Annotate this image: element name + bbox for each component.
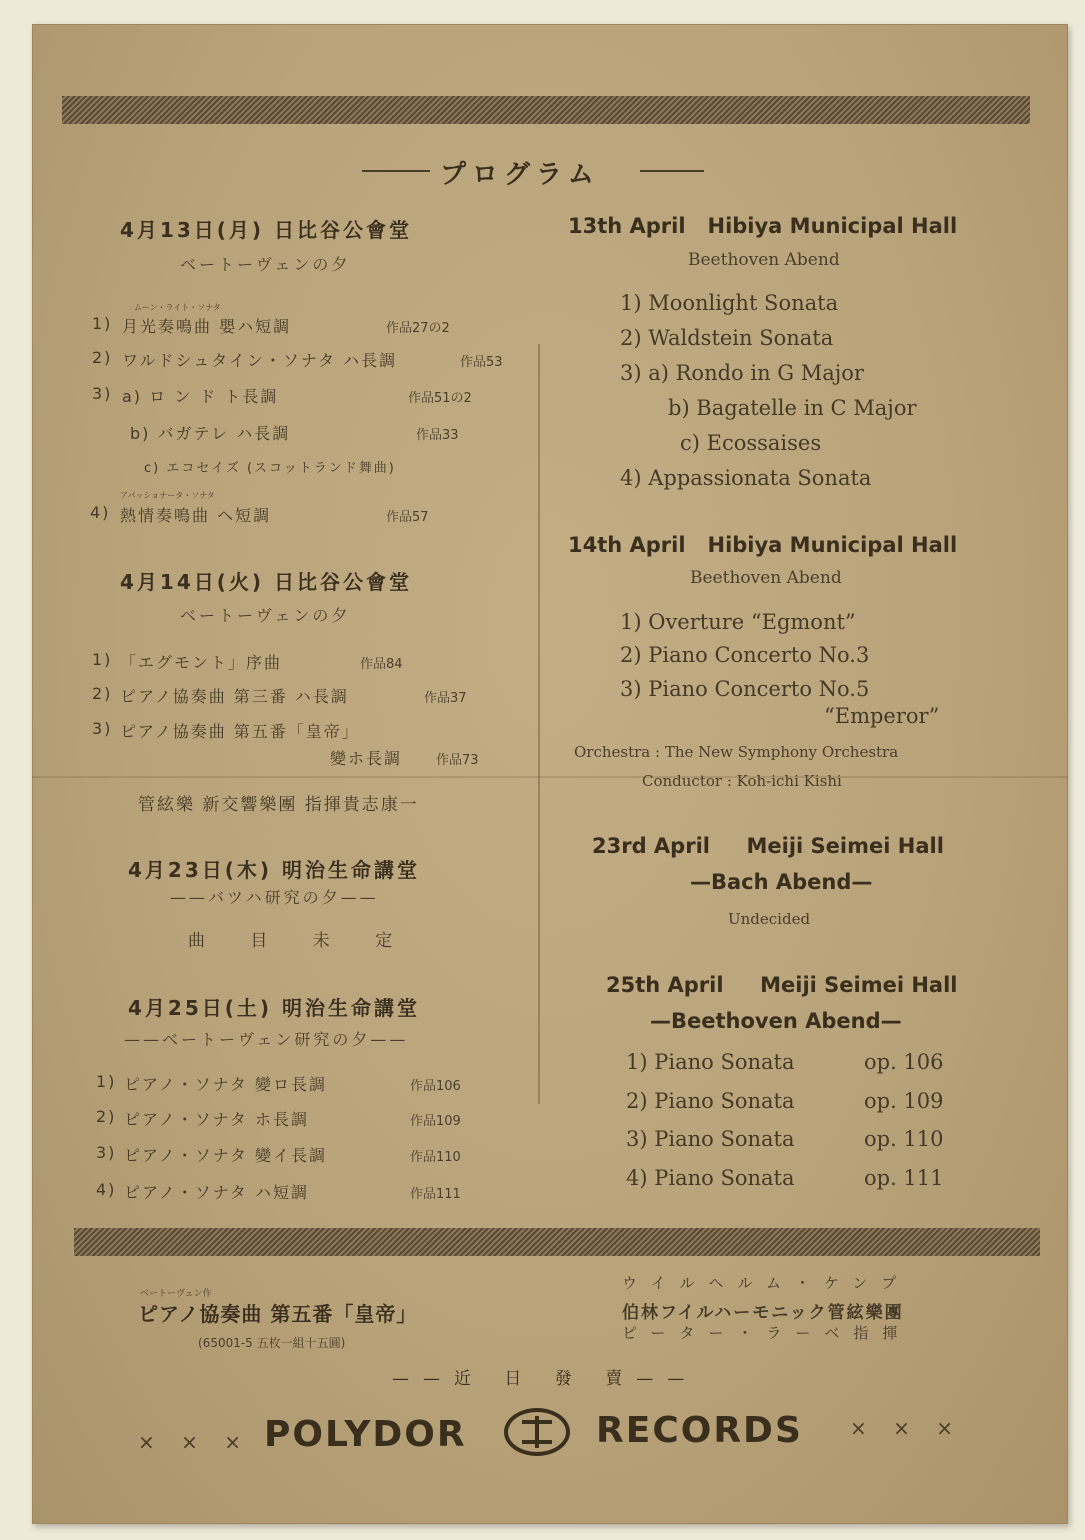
left-c1-item2-num: 2) <box>92 348 113 367</box>
brand-polydor: POLYDOR <box>264 1414 467 1455</box>
right-concert3-subtitle: —Bach Abend— <box>690 870 873 894</box>
left-c4-item2: ピアノ・ソナタ ホ長調 <box>124 1110 310 1129</box>
left-c4-item4-op: 作品111 <box>410 1187 461 1202</box>
left-c4-item4: ピアノ・ソナタ ハ短調 <box>124 1183 310 1202</box>
left-c4-item1-num: 1) <box>96 1072 117 1091</box>
right-c2-item2: 2) Piano Concerto No.3 <box>620 643 870 667</box>
top-hatched-bar <box>62 96 1030 124</box>
left-c4-item3-num: 3) <box>96 1143 117 1162</box>
left-c2-item4-op: 作品73 <box>436 753 479 768</box>
left-c1-item2: ワルドシュタイン・ソナタ ハ長調 <box>122 351 398 370</box>
program-title: プログラム <box>440 160 600 190</box>
right-concert2-heading: 14th April Hibiya Municipal Hall <box>568 533 958 557</box>
left-c1-item5: c) エコセイズ (スコットランド舞曲) <box>144 461 396 476</box>
right-c1-item3: 3) a) Rondo in G Major <box>620 361 864 385</box>
right-c2-item1: 1) Overture “Egmont” <box>620 610 856 634</box>
left-concert1-subtitle: ベートーヴェンの夕 <box>180 255 351 274</box>
left-c1-item3: a) ロ ン ド ト長調 <box>122 387 279 406</box>
brand-records: RECORDS <box>596 1410 803 1451</box>
footer-catalog: (65001-5 五枚一組十五圓) <box>198 1336 346 1350</box>
right-c4-item2-op: op. 109 <box>864 1089 944 1113</box>
left-c2-item3-num: 3) <box>92 719 113 738</box>
right-c4-item1: 1) Piano Sonata <box>626 1050 795 1074</box>
right-c4-item3: 3) Piano Sonata <box>626 1127 795 1151</box>
left-c1-item1-num: 1) <box>92 314 113 333</box>
column-divider <box>538 344 540 1104</box>
left-c2-orchestra-note: 管絃樂 新交響樂團 指揮貴志康一 <box>138 795 419 815</box>
footer-performer2: 伯林フイルハーモニック管絃樂團 <box>622 1303 904 1323</box>
ruby-text: アパッショナータ・ソナタ <box>120 491 215 500</box>
footer-release: ——近 日 發 賣—— <box>392 1369 699 1389</box>
footer-work-title: ピアノ協奏曲 第五番「皇帝」 <box>138 1302 418 1326</box>
left-c4-item3: ピアノ・ソナタ 變イ長調 <box>124 1146 328 1165</box>
left-c4-item2-num: 2) <box>96 1107 117 1126</box>
footer-ruby: ベートーヴェン作 <box>140 1289 212 1299</box>
left-c2-item3: ピアノ協奏曲 第五番「皇帝」 <box>120 722 360 741</box>
fold-line-horizontal <box>32 776 1068 778</box>
ruby-text: ムーン・ライト・ソナタ <box>134 303 221 312</box>
decorative-x-marks-right: × × × <box>850 1416 963 1440</box>
right-c1-item1: 1) Moonlight Sonata <box>620 291 839 315</box>
right-concert1-heading: 13th April Hibiya Municipal Hall <box>568 214 958 238</box>
left-concert3-heading: 4月23日(木) 明治生命講堂 <box>128 858 420 882</box>
right-concert3-note: Undecided <box>728 910 811 928</box>
left-c2-item1-num: 1) <box>92 650 113 669</box>
right-concert1-subtitle: Beethoven Abend <box>688 250 840 270</box>
title-rule-right <box>640 170 704 172</box>
right-c1-item6: 4) Appassionata Sonata <box>620 466 872 490</box>
left-concert4-heading: 4月25日(土) 明治生命講堂 <box>128 996 420 1020</box>
left-concert2-subtitle: ベートーヴェンの夕 <box>180 606 351 625</box>
left-concert3-undecided: 曲 目 未 定 <box>188 931 413 951</box>
left-c1-item6-op: 作品57 <box>386 510 429 525</box>
left-c1-item6-num: 4) <box>90 503 111 522</box>
bottom-hatched-bar <box>74 1228 1040 1256</box>
left-c2-item2-op: 作品37 <box>424 691 467 706</box>
right-c2-orchestra: Orchestra : The New Symphony Orchestra <box>574 743 899 761</box>
footer-performer3: ピーター・ラーベ指揮 <box>622 1324 912 1342</box>
right-c4-item2: 2) Piano Sonata <box>626 1089 795 1113</box>
left-c2-item1: 「エグモント」序曲 <box>120 653 283 672</box>
left-c1-item1-op: 作品27の2 <box>386 321 450 336</box>
left-c4-item3-op: 作品110 <box>410 1150 461 1165</box>
right-c2-item4: “Emperor” <box>824 704 940 728</box>
left-concert3-subtitle: ——バツハ研究の夕—— <box>170 888 379 907</box>
right-concert4-subtitle: —Beethoven Abend— <box>650 1009 902 1033</box>
left-c4-item1: ピアノ・ソナタ 變ロ長調 <box>124 1075 328 1094</box>
title-rule-left <box>362 170 430 172</box>
right-c4-item4: 4) Piano Sonata <box>626 1166 795 1190</box>
left-c2-item2-num: 2) <box>92 684 113 703</box>
left-concert4-subtitle: ——ベートーヴェン研究の夕—— <box>124 1030 409 1049</box>
left-c1-item4: b) バガテレ ハ長調 <box>130 424 291 443</box>
left-c2-item2: ピアノ協奏曲 第三番 ハ長調 <box>120 687 349 706</box>
right-c4-item1-op: op. 106 <box>864 1050 944 1074</box>
left-c1-item3-num: 3) <box>92 384 113 403</box>
decorative-x-marks-left: × × × <box>138 1430 251 1454</box>
right-c4-item4-op: op. 111 <box>864 1166 944 1190</box>
right-c2-item3: 3) Piano Concerto No.5 <box>620 677 870 701</box>
right-c1-item5: c) Ecossaises <box>680 431 822 455</box>
left-c1-item4-op: 作品33 <box>416 428 459 443</box>
left-c2-item1-op: 作品84 <box>360 657 403 672</box>
right-concert4-heading: 25th April Meiji Seimei Hall <box>606 973 958 997</box>
left-c1-item2-op: 作品53 <box>460 355 503 370</box>
left-c1-item3-op: 作品51の2 <box>408 391 472 406</box>
polydor-logo-icon <box>504 1408 570 1456</box>
right-c1-item4: b) Bagatelle in C Major <box>668 396 917 420</box>
left-c4-item2-op: 作品109 <box>410 1114 461 1129</box>
left-c4-item4-num: 4) <box>96 1180 117 1199</box>
left-c1-item1: 月光奏鳴曲 嬰ハ短調 <box>122 317 292 336</box>
left-c2-item4: 變ホ長調 <box>330 749 403 768</box>
right-concert3-heading: 23rd April Meiji Seimei Hall <box>592 834 944 858</box>
left-concert1-heading: 4月13日(月) 日比谷公會堂 <box>120 218 412 242</box>
footer-performer1: ウイルヘルム・ケンプ <box>622 1274 911 1292</box>
left-c4-item1-op: 作品106 <box>410 1079 461 1094</box>
right-c2-conductor: Conductor : Koh-ichi Kishi <box>642 772 842 790</box>
right-c4-item3-op: op. 110 <box>864 1127 944 1151</box>
right-concert2-subtitle: Beethoven Abend <box>690 568 842 588</box>
right-c1-item2: 2) Waldstein Sonata <box>620 326 834 350</box>
left-concert2-heading: 4月14日(火) 日比谷公會堂 <box>120 570 412 594</box>
left-c1-item6: 熱情奏鳴曲 ヘ短調 <box>120 506 272 525</box>
